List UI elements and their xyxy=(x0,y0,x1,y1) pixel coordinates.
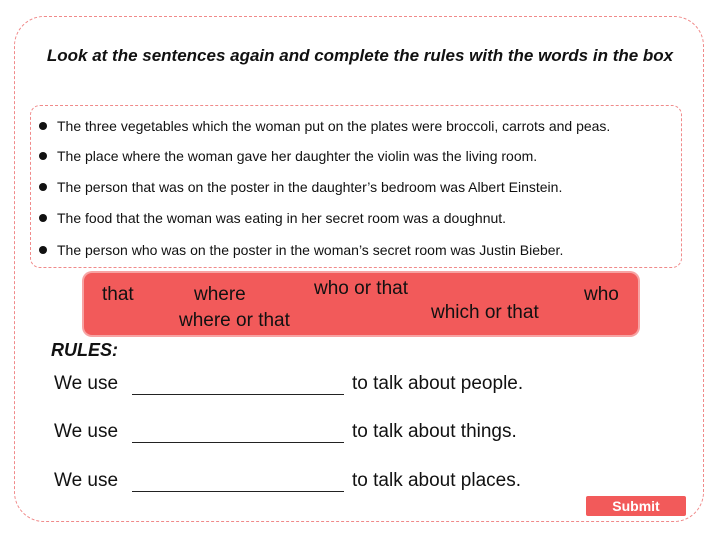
bullet-icon xyxy=(39,152,47,160)
rule-prefix: We use xyxy=(54,373,119,394)
rule-prefix: We use xyxy=(54,470,119,491)
rule-row-people xyxy=(54,370,523,398)
rule-suffix: to talk about things. xyxy=(352,421,517,442)
sentence-item xyxy=(39,116,610,136)
bullet-icon xyxy=(39,214,47,222)
rule-row-things xyxy=(54,418,517,446)
sentences-panel xyxy=(30,105,682,268)
submit-button[interactable]: Submit xyxy=(586,496,686,516)
bullet-icon xyxy=(39,122,47,130)
sentence-item xyxy=(39,240,563,260)
sentence-text: The person who was on the poster in the woman’s secret room was Justin Bieber. xyxy=(57,242,564,258)
word-option-that[interactable]: that xyxy=(102,284,134,305)
bullet-icon xyxy=(39,246,47,254)
sentence-item xyxy=(39,208,506,228)
rules-label: RULES: xyxy=(51,340,118,360)
sentence-item xyxy=(39,177,562,197)
word-option-where[interactable]: where xyxy=(194,284,246,305)
rule-suffix: to talk about people. xyxy=(352,373,524,394)
word-option-which-or-that[interactable]: which or that xyxy=(431,302,539,323)
rule-prefix: We use xyxy=(54,421,119,442)
sentence-text: The person that was on the poster in the daughter’s bedroom was Albert Einstein. xyxy=(57,179,563,195)
activity-frame xyxy=(14,16,704,522)
sentence-item xyxy=(39,146,537,166)
word-option-where-or-that[interactable]: where or that xyxy=(179,310,290,331)
sentence-text: The place where the woman gave her daughter the violin was the living room. xyxy=(57,148,538,164)
blank-things-input[interactable] xyxy=(132,422,344,443)
blank-places-input[interactable] xyxy=(132,471,344,492)
word-option-who[interactable]: who xyxy=(584,284,619,305)
instruction-title: Look at the sentences again and complete the rules with the words in the box xyxy=(46,46,674,65)
word-box xyxy=(84,273,638,335)
rule-row-places xyxy=(54,467,521,495)
blank-people-input[interactable] xyxy=(132,374,344,395)
word-option-who-or-that[interactable]: who or that xyxy=(314,278,408,299)
sentence-text: The three vegetables which the woman put on the plates were broccoli, carrots and peas. xyxy=(57,118,611,134)
rule-suffix: to talk about places. xyxy=(352,470,521,491)
bullet-icon xyxy=(39,183,47,191)
sentence-text: The food that the woman was eating in her secret room was a doughnut. xyxy=(57,210,507,226)
